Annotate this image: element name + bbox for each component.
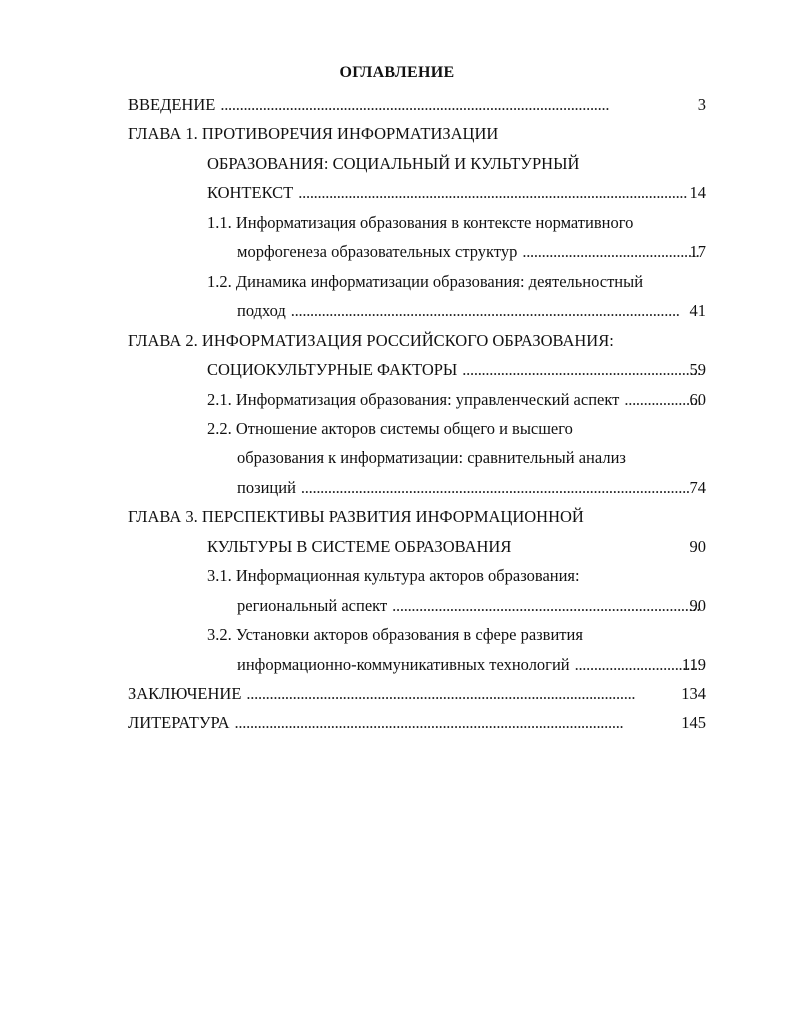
page-number: 119 [681, 655, 706, 674]
toc-title: ОГЛАВЛЕНИЕ [339, 64, 455, 81]
page-number: 60 [689, 390, 706, 409]
toc-entry-line [128, 683, 706, 705]
toc-entry-line [237, 654, 706, 676]
toc-entry-text: КУЛЬТУРЫ В СИСТЕМЕ ОБРАЗОВАНИЯ [207, 537, 512, 556]
toc-entry-text: подход [237, 301, 286, 320]
dot-leader [235, 712, 700, 734]
toc-entry-line [207, 153, 579, 175]
toc-entry-text: ГЛАВА 3. ПЕРСПЕКТИВЫ РАЗВИТИЯ ИНФОРМАЦИОННОЙ [128, 507, 584, 526]
toc-entry-text: ЗАКЛЮЧЕНИЕ [128, 684, 242, 703]
toc-entry-text: СОЦИОКУЛЬТУРНЫЕ ФАКТОРЫ [207, 360, 458, 379]
dot-leader [246, 683, 700, 705]
toc-entry-text: 2.1. Информатизация образования: управленческий аспект [207, 390, 620, 409]
toc-entry-line [128, 94, 706, 116]
toc-entry-line [207, 359, 706, 381]
toc-entry-line [237, 241, 706, 263]
toc-entry-text: морфогенеза образовательных структур [237, 242, 518, 261]
page-number: 90 [689, 537, 706, 556]
page-number: 145 [681, 713, 706, 732]
toc-entry-line [207, 389, 706, 411]
toc-entry-line [237, 595, 706, 617]
toc-entry-text: 3.2. Установки акторов образования в сфере развития [207, 625, 583, 644]
page-number: 41 [689, 301, 706, 320]
toc-entry-line [207, 624, 583, 646]
toc-entry-text: 3.1. Информационная культура акторов образования: [207, 566, 580, 585]
dot-leader [220, 94, 700, 116]
toc-entry-text: информационно-коммуникативных технологий [237, 655, 570, 674]
toc-entry-line [128, 506, 584, 528]
toc-entry-line [237, 300, 706, 322]
page-number: 59 [689, 360, 706, 379]
page-number: 17 [689, 242, 706, 261]
toc-entry-line [128, 123, 498, 145]
toc-entry-text: ВВЕДЕНИЕ [128, 95, 216, 114]
toc-entry-text: ГЛАВА 1. ПРОТИВОРЕЧИЯ ИНФОРМАТИЗАЦИИ [128, 124, 499, 143]
toc-entry-line [207, 182, 706, 204]
toc-entry-line [237, 447, 626, 469]
toc-entry-text: региональный аспект [237, 596, 388, 615]
toc-entry-text: образования к информатизации: сравнительный анализ [237, 448, 626, 467]
toc-entry-text: ОБРАЗОВАНИЯ: СОЦИАЛЬНЫЙ И КУЛЬТУРНЫЙ [207, 154, 580, 173]
toc-entry-text: позиций [237, 478, 296, 497]
toc-entry-line [207, 536, 706, 558]
dot-leader [298, 182, 700, 204]
dot-leader [392, 595, 700, 617]
toc-entry-line [207, 565, 580, 587]
page-number: 74 [689, 478, 706, 497]
toc-entry-line [237, 477, 706, 499]
page-number: 14 [689, 183, 706, 202]
dot-leader [291, 300, 700, 322]
toc-entry-line [207, 271, 643, 293]
toc-entry-text: 1.1. Информатизация образования в контексте нормативного [207, 213, 634, 232]
toc-entry-text: 1.2. Динамика информатизации образования: деятельностный [207, 272, 644, 291]
page-number: 90 [689, 596, 706, 615]
toc-entry-text: 2.2. Отношение акторов системы общего и высшего [207, 419, 573, 438]
toc-entry-text: ЛИТЕРАТУРА [128, 713, 230, 732]
toc-entry-text: ГЛАВА 2. ИНФОРМАТИЗАЦИЯ РОССИЙСКОГО ОБРАЗОВАНИЯ: [128, 331, 614, 350]
toc-entry-line [128, 330, 614, 352]
toc-entry-line [128, 712, 706, 734]
page-number: 3 [697, 95, 706, 114]
dot-leader [522, 241, 700, 263]
toc-entry-line [207, 212, 633, 234]
dot-leader [301, 477, 700, 499]
dot-leader [462, 359, 700, 381]
toc-entry-text: КОНТЕКСТ [207, 183, 294, 202]
page-number: 134 [681, 684, 706, 703]
toc-entry-line [207, 418, 573, 440]
